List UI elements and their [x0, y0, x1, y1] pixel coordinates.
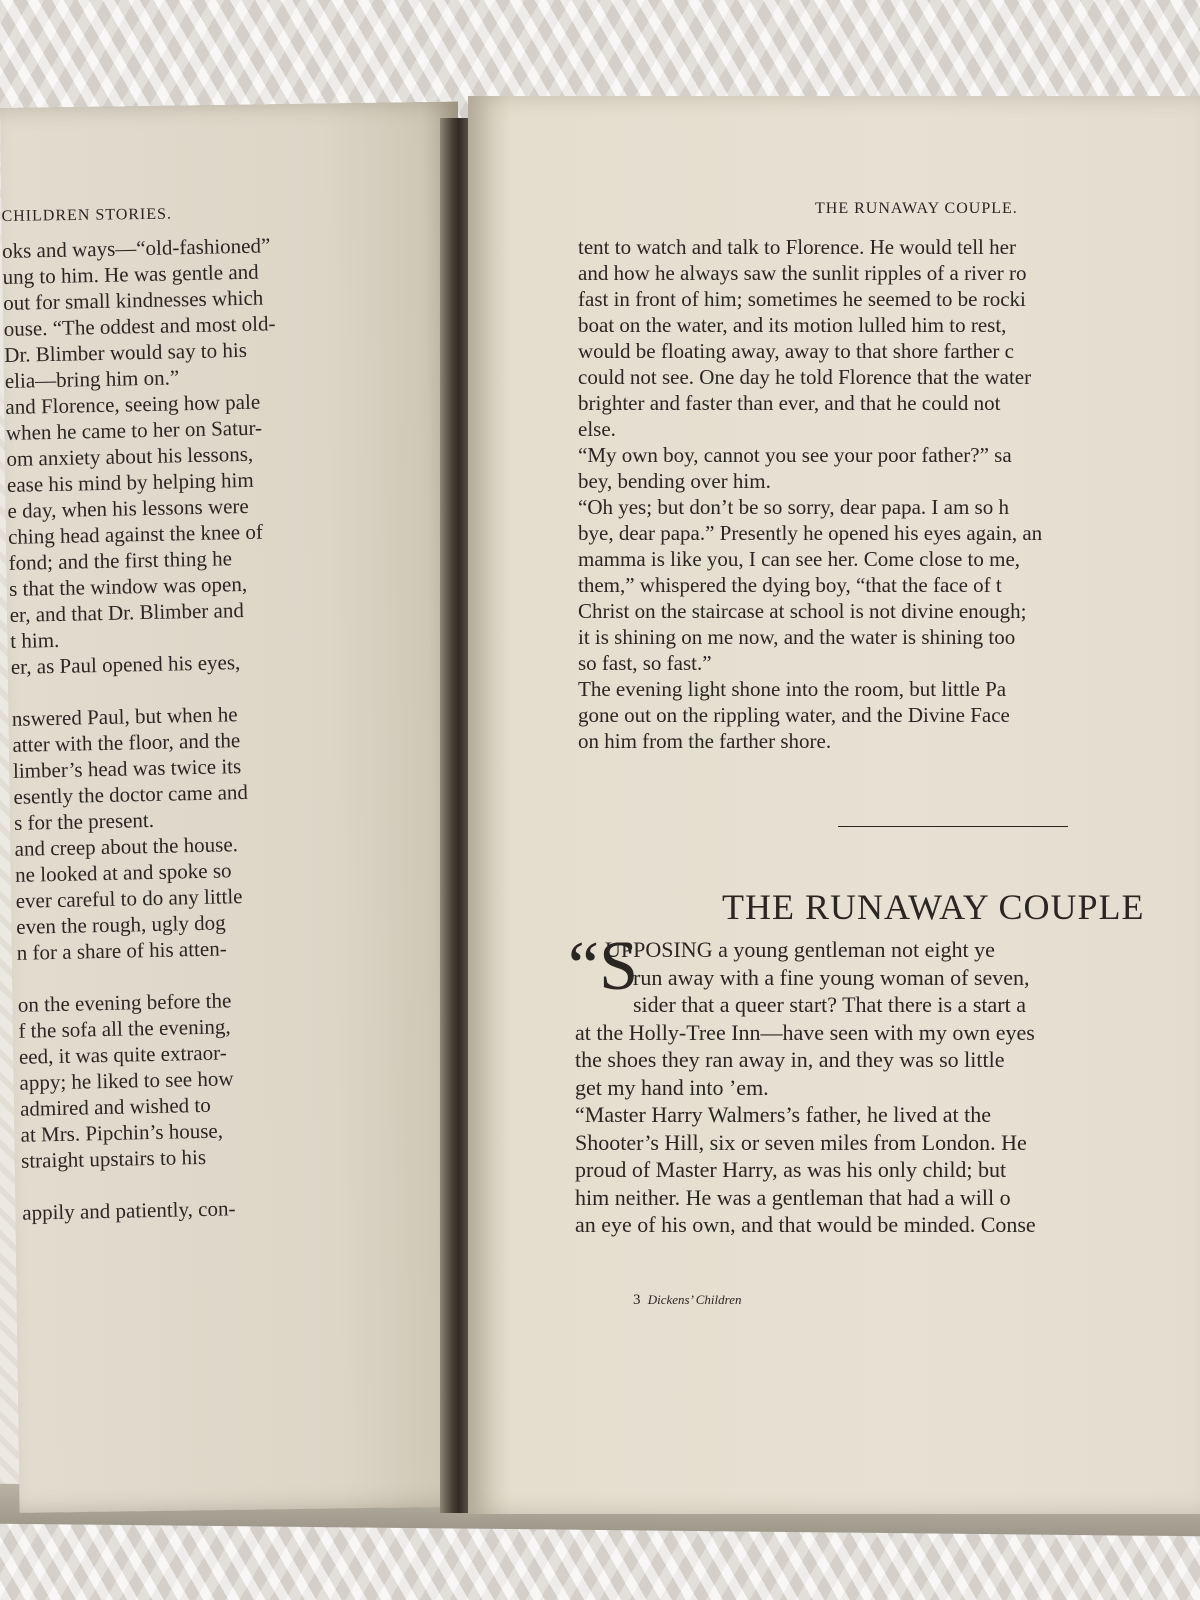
- text-line: brighter and faster than ever, and that he could not: [578, 391, 1001, 415]
- text-line: run away with a fine young woman of seven,: [633, 964, 1030, 990]
- text-line: “Oh yes; but don’t be so sorry, dear papa. I am so h: [578, 495, 1009, 519]
- text-line: eed, it was quite extraor-: [18, 1040, 227, 1069]
- text-line: on the evening before the: [17, 988, 232, 1017]
- text-line: Christ on the staircase at school is not divine enough;: [578, 599, 1027, 623]
- text-line: Shooter’s Hill, six or seven miles from London. He: [575, 1129, 1027, 1155]
- text-line: on him from the farther shore.: [578, 729, 832, 753]
- text-line: the shoes they ran away in, and they was so little: [575, 1047, 1005, 1072]
- right-page-text: [578, 234, 1042, 754]
- text-line: mamma is like you, I can see her. Come close to me,: [578, 547, 1021, 571]
- text-line: ne looked at and spoke so: [14, 858, 232, 887]
- text-line: s for the present.: [13, 807, 155, 835]
- text-line: out for small kindnesses which: [2, 285, 264, 315]
- text-line: when he came to her on Satur-: [5, 415, 263, 445]
- text-line: esently the doctor came and: [13, 779, 249, 809]
- text-line: fond; and the first thing he: [8, 546, 233, 575]
- text-line: could not see. One day he told Florence that the water: [578, 365, 1032, 389]
- text-line: even the rough, ugly dog: [15, 910, 226, 939]
- text-line: The evening light shone into the room, but little Pa: [578, 677, 1007, 701]
- text-line: get my hand into ’em.: [575, 1074, 769, 1100]
- text-line: proud of Master Harry, as was his only child; but: [575, 1157, 1007, 1182]
- text-line: atter with the floor, and the: [12, 728, 241, 757]
- left-page: [0, 102, 478, 1513]
- text-line: and how he always saw the sunlit ripples of a river ro: [578, 261, 1027, 285]
- text-line: ever careful to do any little: [15, 884, 243, 913]
- text-line: e day, when his lessons were: [7, 493, 249, 523]
- signature-mark: [633, 1292, 742, 1309]
- text-line: ease his mind by helping him: [6, 467, 254, 497]
- text-line: ung to him. He was gentle and: [2, 259, 259, 289]
- text-line: elia—bring him on.”: [4, 365, 180, 393]
- text-line: bye, dear papa.” Presently he opened his eyes again, an: [578, 521, 1043, 545]
- text-line: appy; he liked to see how: [19, 1066, 234, 1095]
- text-line: er, and that Dr. Blimber and: [9, 598, 245, 627]
- right-running-head: THE RUNAWAY COUPLE.: [815, 200, 1018, 217]
- text-line: else.: [578, 417, 616, 441]
- text-line: them,” whispered the dying boy, “that the face of t: [578, 573, 1002, 597]
- text-line: and creep about the house.: [14, 832, 239, 861]
- text-line: bey, bending over him.: [578, 469, 771, 493]
- text-line: sider that a queer start? That there is a start a: [633, 992, 1026, 1017]
- text-line: er, as Paul opened his eyes,: [10, 650, 241, 679]
- text-line: gone out on the rippling water, and the Divine Face: [578, 703, 1010, 727]
- text-line: admired and wished to: [19, 1092, 211, 1121]
- text-line: an eye of his own, and that would be minded. Conse: [575, 1212, 1036, 1237]
- text-line: boat on the water, and its motion lulled him to rest,: [578, 313, 1007, 337]
- chapter-opening-text: [575, 936, 1036, 1239]
- text-line: “Master Harry Walmers’s father, he lived at the: [575, 1102, 992, 1127]
- signature-number: 3: [633, 1292, 641, 1308]
- text-line: n for a share of his atten-: [16, 936, 227, 965]
- text-line: Dr. Blimber would say to his: [4, 337, 248, 367]
- text-line: straight upstairs to his: [20, 1144, 207, 1173]
- drop-cap: “S: [568, 928, 638, 1005]
- text-line: t him.: [10, 627, 60, 653]
- left-page-text: [2, 232, 294, 1225]
- text-line: om anxiety about his lessons,: [6, 441, 254, 471]
- text-line: so fast, so fast.”: [578, 651, 712, 675]
- text-line: “My own boy, cannot you see your poor father?” sa: [578, 443, 1012, 467]
- text-line: f the sofa all the evening,: [18, 1014, 231, 1043]
- signature-text: Dickens’ Children: [647, 1292, 742, 1307]
- chapter-title: THE RUNAWAY COUPLE: [722, 887, 1145, 927]
- section-rule: [838, 826, 1068, 827]
- text-line: fast in front of him; sometimes he seemed to be rocki: [578, 287, 1026, 311]
- right-page: [468, 96, 1200, 1514]
- text-line: appily and patiently, con-: [21, 1196, 236, 1225]
- text-line: at the Holly-Tree Inn—have seen with my own eyes: [575, 1019, 1035, 1045]
- text-line: at Mrs. Pipchin’s house,: [20, 1118, 224, 1147]
- text-line: ching head against the knee of: [7, 519, 264, 549]
- text-line: and Florence, seeing how pale: [5, 389, 261, 419]
- text-line: tent to watch and talk to Florence. He would tell her: [578, 235, 1016, 259]
- text-line: ouse. “The oddest and most old-: [3, 311, 276, 341]
- text-line: UPPOSING a young gentleman not eight ye: [605, 937, 995, 962]
- text-line: oks and ways—“old-fashioned”: [1, 233, 271, 263]
- text-line: limber’s head was twice its: [12, 754, 242, 783]
- text-line: nswered Paul, but when he: [11, 702, 238, 731]
- text-line: him neither. He was a gentleman that had a will o: [575, 1184, 1011, 1210]
- text-line: it is shining on me now, and the water is shining too: [578, 625, 1016, 649]
- text-line: would be floating away, away to that shore farther c: [578, 339, 1014, 363]
- text-line: s that the window was open,: [8, 571, 248, 601]
- left-running-head: CHILDREN STORIES.: [1, 205, 173, 225]
